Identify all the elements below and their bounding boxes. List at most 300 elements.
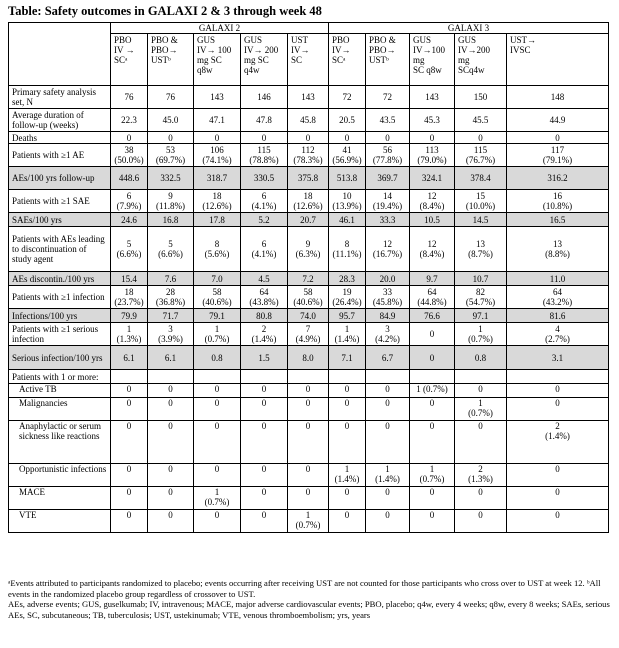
row-label: AEs discontin./100 yrs bbox=[9, 272, 111, 286]
cell-line: 46.1 bbox=[339, 214, 355, 225]
cell-line: 0 bbox=[555, 398, 560, 408]
cell-line: (79.0%) bbox=[417, 155, 447, 165]
cell-line: 0 bbox=[261, 398, 267, 408]
cell-line: 0 bbox=[168, 421, 173, 431]
cell-line: 80.8 bbox=[256, 310, 272, 321]
cell-line: 2 bbox=[555, 421, 560, 431]
table-cell bbox=[111, 309, 148, 323]
cell-line: 5 bbox=[168, 239, 173, 249]
table-cell bbox=[410, 309, 455, 323]
cell-line: 112 bbox=[301, 145, 315, 155]
table-row bbox=[9, 309, 609, 323]
cell-line: IV→ 100 bbox=[197, 45, 232, 55]
cell-line: (36.8%) bbox=[155, 297, 186, 307]
table-cell bbox=[329, 190, 366, 213]
cell-line: 115 bbox=[257, 145, 271, 155]
row-label: Active TB bbox=[9, 384, 111, 398]
cell-line: 95.7 bbox=[339, 310, 355, 321]
cell-line: 45.3 bbox=[424, 115, 440, 125]
table-cell bbox=[111, 384, 148, 398]
table-cell bbox=[111, 464, 148, 487]
cell-line: 22.3 bbox=[121, 115, 137, 125]
cell-line: 7 bbox=[305, 324, 311, 334]
cell-line: 7.1 bbox=[341, 352, 353, 363]
cell-line: 0 bbox=[344, 384, 350, 394]
cell-line: 10.5 bbox=[424, 214, 440, 225]
cell-line: (8.7%) bbox=[468, 249, 493, 259]
cell-line: 64 bbox=[427, 287, 437, 297]
cell-line: 0 bbox=[305, 398, 311, 408]
table-cell bbox=[148, 227, 194, 272]
cell-line: 0 bbox=[261, 132, 267, 143]
table-cell bbox=[410, 132, 455, 144]
table-cell bbox=[241, 370, 288, 384]
table-cell bbox=[111, 272, 148, 286]
table-cell bbox=[111, 286, 148, 309]
table-cell bbox=[241, 309, 288, 323]
cell-line: 0 bbox=[429, 510, 435, 520]
row-label: Patients with ≥1 infection bbox=[9, 286, 111, 309]
table-cell bbox=[288, 398, 329, 421]
table-cell bbox=[507, 213, 609, 227]
table-cell bbox=[288, 109, 329, 132]
cell-line: 43.5 bbox=[379, 115, 396, 125]
table-cell bbox=[455, 309, 507, 323]
table-cell bbox=[194, 86, 241, 109]
table-cell bbox=[455, 286, 507, 309]
table-cell bbox=[366, 309, 410, 323]
cell-line: 41 bbox=[342, 145, 352, 155]
cell-line: 0 bbox=[555, 510, 560, 520]
cell-line: 0 bbox=[126, 487, 132, 497]
table-cell bbox=[507, 346, 609, 370]
table-cell bbox=[288, 213, 329, 227]
table-cell bbox=[288, 86, 329, 109]
table-cell bbox=[148, 464, 194, 487]
cell-line: (1.4%) bbox=[334, 334, 360, 344]
cell-line: 0 bbox=[168, 510, 173, 520]
table-cell bbox=[148, 109, 194, 132]
table-cell bbox=[410, 213, 455, 227]
cell-line: (77.8%) bbox=[372, 155, 403, 165]
cell-line: 4.5 bbox=[258, 273, 270, 284]
table-cell bbox=[194, 132, 241, 144]
cell-line: USTᵇ bbox=[151, 55, 171, 65]
table-cell bbox=[366, 421, 410, 464]
cell-line: 9 bbox=[168, 191, 173, 201]
table-cell bbox=[507, 323, 609, 346]
table-cell bbox=[194, 286, 241, 309]
table-cell bbox=[194, 370, 241, 384]
cell-line: (1.4%) bbox=[334, 474, 360, 484]
cell-line: IV→ bbox=[291, 45, 310, 55]
cell-line: (6.6%) bbox=[158, 249, 183, 259]
cell-line: 115 bbox=[473, 145, 488, 155]
table-cell bbox=[148, 272, 194, 286]
cell-line: 0 bbox=[261, 510, 267, 520]
cell-line: 0 bbox=[429, 329, 435, 339]
cell-line: (19.4%) bbox=[372, 201, 403, 211]
cell-line: PBO→ bbox=[369, 45, 396, 55]
cell-line: 332.5 bbox=[160, 173, 181, 183]
table-cell bbox=[366, 213, 410, 227]
table-cell bbox=[455, 487, 507, 510]
table-cell bbox=[148, 309, 194, 323]
cell-line: (4.9%) bbox=[295, 334, 321, 344]
table-row bbox=[9, 286, 609, 309]
table-cell bbox=[507, 227, 609, 272]
table-cell bbox=[329, 109, 366, 132]
cell-line: 76.6 bbox=[424, 310, 440, 321]
cell-line: (11.8%) bbox=[156, 201, 185, 211]
table-row bbox=[9, 132, 609, 144]
cell-line: 45.5 bbox=[472, 115, 489, 125]
cell-line: 20.5 bbox=[339, 115, 355, 125]
cell-line: (0.7%) bbox=[468, 334, 493, 344]
cell-line: (78.8%) bbox=[249, 155, 279, 165]
cell-line: (16.7%) bbox=[372, 249, 403, 259]
cell-line: 0 bbox=[126, 132, 132, 143]
table-cell bbox=[329, 213, 366, 227]
table-cell bbox=[507, 190, 609, 213]
table-cell bbox=[241, 272, 288, 286]
table-cell bbox=[366, 323, 410, 346]
table-cell bbox=[194, 510, 241, 533]
cell-line: 58 bbox=[212, 287, 222, 297]
cell-line: q8w bbox=[197, 65, 213, 75]
column-header bbox=[148, 34, 194, 86]
cell-line: SCᵃ bbox=[332, 55, 346, 65]
table-cell bbox=[241, 510, 288, 533]
cell-line: 47.8 bbox=[256, 115, 272, 125]
cell-line: (0.7%) bbox=[419, 474, 445, 484]
cell-line: (6.3%) bbox=[295, 249, 321, 259]
table-cell bbox=[507, 510, 609, 533]
table-cell bbox=[410, 510, 455, 533]
cell-line: 0 bbox=[168, 384, 173, 394]
cell-line: 20.0 bbox=[379, 273, 396, 284]
table-cell bbox=[288, 464, 329, 487]
table-row bbox=[9, 398, 609, 421]
cell-line: 0 bbox=[555, 487, 560, 497]
table-cell bbox=[111, 132, 148, 144]
cell-line: 0 bbox=[305, 487, 311, 497]
cell-line: 0 bbox=[385, 398, 390, 408]
cell-line: (0.7%) bbox=[204, 497, 230, 507]
cell-line: 82 bbox=[476, 287, 485, 297]
table-cell bbox=[507, 384, 609, 398]
cell-line: 10.7 bbox=[472, 273, 489, 284]
table-row bbox=[9, 487, 609, 510]
cell-line: 0 bbox=[478, 421, 483, 431]
cell-line: 0 bbox=[126, 510, 132, 520]
cell-line: 150 bbox=[473, 92, 488, 102]
cell-line: (12.6%) bbox=[293, 201, 323, 211]
cell-line: USTᵇ bbox=[369, 55, 389, 65]
table-cell bbox=[366, 272, 410, 286]
cell-line: PBO & bbox=[369, 35, 396, 45]
cell-line: (3.9%) bbox=[158, 334, 183, 344]
cell-line: 76 bbox=[166, 92, 175, 102]
row-label: Deaths bbox=[9, 132, 111, 144]
cell-line: 330.5 bbox=[253, 173, 275, 183]
cell-line: 316.2 bbox=[547, 173, 568, 183]
cell-line: 0 bbox=[261, 384, 267, 394]
cell-line: (79.1%) bbox=[542, 155, 573, 165]
cell-line: 0 bbox=[214, 464, 220, 474]
cell-line: 143 bbox=[425, 92, 439, 102]
row-label: VTE bbox=[9, 510, 111, 533]
table-cell bbox=[241, 167, 288, 190]
cell-line: 0 bbox=[385, 421, 390, 431]
column-header bbox=[329, 34, 366, 86]
table-cell bbox=[241, 227, 288, 272]
table-cell bbox=[329, 272, 366, 286]
row-label: Opportunistic infections bbox=[9, 464, 111, 487]
table-cell bbox=[241, 398, 288, 421]
cell-line: 11.0 bbox=[549, 273, 566, 284]
row-label: Serious infection/100 yrs bbox=[9, 346, 111, 370]
row-label: Average duration of follow-up (weeks) bbox=[9, 109, 111, 132]
table-cell bbox=[455, 346, 507, 370]
cell-line: (12.6%) bbox=[202, 201, 232, 211]
table-title: Table: Safety outcomes in GALAXI 2 & 3 through week 48 bbox=[8, 4, 322, 18]
table-cell bbox=[329, 464, 366, 487]
table-cell bbox=[194, 384, 241, 398]
cell-line: 5 bbox=[126, 239, 132, 249]
cell-line: 1 bbox=[214, 487, 220, 497]
cell-line: PBO→ bbox=[151, 45, 178, 55]
cell-line: IVSC bbox=[510, 45, 531, 55]
table-cell bbox=[288, 190, 329, 213]
cell-line: (7.9%) bbox=[116, 201, 142, 211]
cell-line: (10.8%) bbox=[542, 201, 573, 211]
cell-line: 0.8 bbox=[211, 352, 223, 363]
table-cell bbox=[507, 286, 609, 309]
table-cell bbox=[111, 190, 148, 213]
table-row bbox=[9, 464, 609, 487]
cell-line: 0 bbox=[305, 464, 311, 474]
row-label: Patients with ≥1 AE bbox=[9, 144, 111, 167]
cell-line: (0.7%) bbox=[295, 520, 321, 530]
footnote-abbreviations-a: ᵃEvents attributed to participants randomized to placebo; events occurring after receiving UST are not counted for those participants who cross over to UST at week 12. ᵇAll events in the randomized placebo group regardless of crossover to UST. bbox=[8, 578, 601, 599]
group-label: GALAXI 2 bbox=[111, 23, 329, 34]
table-cell bbox=[194, 309, 241, 323]
cell-line: 97.1 bbox=[472, 310, 489, 321]
table-cell bbox=[148, 190, 194, 213]
table-cell bbox=[410, 227, 455, 272]
cell-line: 0 bbox=[214, 510, 220, 520]
cell-line: 9 bbox=[305, 239, 311, 249]
cell-line: 375.8 bbox=[297, 173, 319, 183]
cell-line: (1.4%) bbox=[375, 474, 400, 484]
table-cell bbox=[241, 144, 288, 167]
table-row bbox=[9, 272, 609, 286]
table-cell bbox=[111, 213, 148, 227]
table-cell bbox=[455, 132, 507, 144]
cell-line: 71.7 bbox=[162, 310, 179, 321]
table-cell bbox=[410, 323, 455, 346]
section-label: Patients with 1 or more: bbox=[9, 370, 111, 384]
cell-line: PBO bbox=[114, 35, 132, 45]
cell-line: 1 bbox=[478, 398, 483, 408]
table-row bbox=[9, 86, 609, 109]
cell-line: 0.8 bbox=[474, 352, 487, 363]
cell-line: 81.6 bbox=[549, 310, 566, 321]
table-cell bbox=[410, 421, 455, 464]
table-cell bbox=[366, 370, 410, 384]
cell-line: 16 bbox=[553, 191, 562, 201]
cell-line: q4w bbox=[244, 65, 260, 75]
cell-line: 58 bbox=[303, 287, 313, 297]
cell-line: 1 bbox=[429, 464, 435, 474]
table-cell bbox=[455, 384, 507, 398]
cell-line: 18 bbox=[212, 191, 222, 201]
table-cell bbox=[455, 370, 507, 384]
cell-line: GUS bbox=[244, 35, 263, 45]
table-cell bbox=[241, 213, 288, 227]
cell-line: (54.7%) bbox=[465, 297, 496, 307]
table-cell bbox=[507, 487, 609, 510]
cell-line: 0 bbox=[385, 132, 390, 143]
table-cell bbox=[507, 370, 609, 384]
cell-line: 0 bbox=[344, 132, 350, 143]
table-cell bbox=[329, 227, 366, 272]
table-cell bbox=[366, 86, 410, 109]
cell-line: (43.2%) bbox=[542, 297, 573, 307]
cell-line: 64 bbox=[259, 287, 269, 297]
table-row bbox=[9, 167, 609, 190]
column-header bbox=[194, 34, 241, 86]
cell-line: 20.7 bbox=[300, 214, 316, 225]
table-cell bbox=[329, 144, 366, 167]
row-label: AEs/100 yrs follow-up bbox=[9, 167, 111, 190]
table-cell bbox=[366, 398, 410, 421]
cell-line: IV→200 bbox=[458, 45, 490, 55]
table-row bbox=[9, 384, 609, 398]
column-header bbox=[507, 34, 609, 86]
table-cell bbox=[366, 487, 410, 510]
cell-line: 1 (0.7%) bbox=[416, 384, 448, 394]
cell-line: 0 bbox=[126, 384, 132, 394]
cell-line: (69.7%) bbox=[155, 155, 186, 165]
table-cell bbox=[241, 487, 288, 510]
table-cell bbox=[329, 309, 366, 323]
table-cell bbox=[288, 132, 329, 144]
cell-line: 0 bbox=[344, 487, 350, 497]
table-cell bbox=[288, 323, 329, 346]
column-header bbox=[410, 34, 455, 86]
cell-line: 10 bbox=[342, 191, 352, 201]
table-cell bbox=[194, 323, 241, 346]
table-cell bbox=[241, 421, 288, 464]
table-cell bbox=[148, 323, 194, 346]
cell-line: 47.1 bbox=[209, 115, 225, 125]
table-cell bbox=[194, 213, 241, 227]
cell-line: 7.6 bbox=[164, 273, 177, 284]
table-cell bbox=[366, 167, 410, 190]
row-label: Infections/100 yrs bbox=[9, 309, 111, 323]
cell-line: 18 bbox=[124, 287, 134, 297]
column-header bbox=[366, 34, 410, 86]
cell-line: (2.7%) bbox=[545, 334, 570, 344]
table-cell bbox=[410, 109, 455, 132]
cell-line: UST→ bbox=[510, 35, 537, 45]
cell-line: 6 bbox=[126, 191, 132, 201]
table-cell bbox=[329, 346, 366, 370]
cell-line: IV → bbox=[114, 45, 135, 55]
cell-line: 0 bbox=[385, 510, 390, 520]
cell-line: 448.6 bbox=[118, 173, 140, 183]
cell-line: (8.8%) bbox=[545, 249, 570, 259]
table-cell bbox=[410, 346, 455, 370]
cell-line: 38 bbox=[124, 145, 134, 155]
table-cell bbox=[111, 398, 148, 421]
cell-line: (4.1%) bbox=[251, 201, 277, 211]
cell-line: 1 bbox=[214, 324, 220, 334]
cell-line: IV→ bbox=[332, 45, 351, 55]
cell-line: 13 bbox=[553, 239, 562, 249]
table-cell bbox=[507, 272, 609, 286]
table-cell bbox=[455, 272, 507, 286]
table-cell bbox=[111, 167, 148, 190]
cell-line: 0 bbox=[168, 464, 173, 474]
cell-line: 16.8 bbox=[162, 214, 179, 225]
cell-line: PBO & bbox=[151, 35, 178, 45]
table-cell bbox=[455, 86, 507, 109]
cell-line: (50.0%) bbox=[114, 155, 144, 165]
cell-line: 1 bbox=[344, 324, 350, 334]
row-label: Primary safety analysis set, N bbox=[9, 86, 111, 109]
cell-line: 14 bbox=[383, 191, 392, 201]
table-cell bbox=[288, 346, 329, 370]
cell-line: 56 bbox=[383, 145, 392, 155]
table-cell bbox=[455, 213, 507, 227]
cell-line: 2 bbox=[261, 324, 267, 334]
table-row bbox=[9, 109, 609, 132]
table-cell bbox=[288, 286, 329, 309]
table-cell bbox=[366, 384, 410, 398]
row-label: MACE bbox=[9, 487, 111, 510]
cell-line: 4 bbox=[555, 324, 560, 334]
table-cell bbox=[366, 346, 410, 370]
table-row bbox=[9, 323, 609, 346]
cell-line: 0 bbox=[429, 487, 435, 497]
cell-line: 378.4 bbox=[470, 173, 491, 183]
table-cell bbox=[455, 510, 507, 533]
cell-line: 1 bbox=[385, 464, 390, 474]
cell-line: SC bbox=[291, 55, 303, 65]
table-cell bbox=[366, 286, 410, 309]
table-cell bbox=[329, 421, 366, 464]
cell-line: 0 bbox=[168, 487, 173, 497]
table-cell bbox=[288, 227, 329, 272]
table-cell bbox=[111, 370, 148, 384]
table-cell bbox=[455, 227, 507, 272]
cell-line: 72 bbox=[342, 92, 352, 102]
table-cell bbox=[194, 464, 241, 487]
table-cell bbox=[194, 421, 241, 464]
cell-line: (13.9%) bbox=[332, 201, 362, 211]
row-label: Patients with ≥1 serious infection bbox=[9, 323, 111, 346]
cell-line: 143 bbox=[301, 92, 315, 102]
table-cell bbox=[241, 190, 288, 213]
table-cell bbox=[329, 323, 366, 346]
table-cell bbox=[329, 86, 366, 109]
cell-line: 0 bbox=[168, 132, 173, 143]
table-cell bbox=[329, 487, 366, 510]
table-cell bbox=[148, 398, 194, 421]
